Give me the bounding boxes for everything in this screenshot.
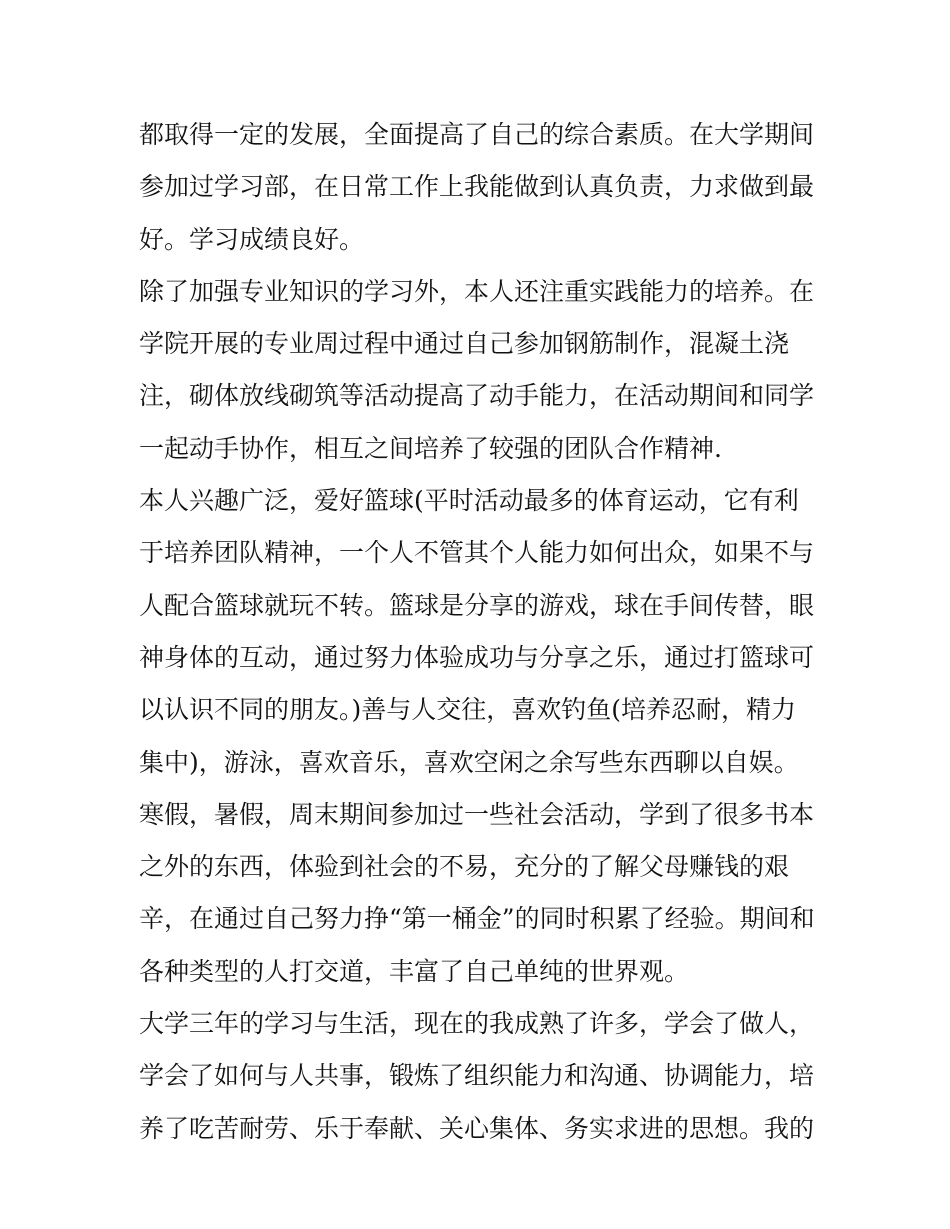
text-line: 人配合篮球就玩不转。篮球是分享的游戏，球在手间传替，眼 [139,590,815,620]
text-line: 于培养团队精神，一个人不管其个人能力如何出众，如果不与 [139,538,815,568]
text-line: 神身体的互动，通过努力体验成功与分享之乐，通过打篮球可 [139,642,815,672]
text-line: 都取得一定的发展，全面提高了自己的综合素质。在大学期间 [139,120,815,149]
text-line: 大学三年的学习与生活，现在的我成熟了许多，学会了做人， [139,1009,815,1039]
text-line: 辛，在通过自己努力挣“第一桶金”的同时积累了经验。期间和 [139,904,815,934]
text-line: 学院开展的专业周过程中通过自己参加钢筋制作，混凝土浇 [139,329,790,359]
text-line: 学会了如何与人共事，锻炼了组织能力和沟通、协调能力，培 [139,1061,815,1091]
text-line: 以认识不同的朋友。)善与人交往，喜欢钓鱼(培养忍耐，精力 [139,695,797,725]
text-line: 本人兴趣广泛，爱好篮球(平时活动最多的体育运动，它有利 [139,486,799,516]
text-line: 养了吃苦耐劳、乐于奉献、关心集体、务实求进的思想。我的 [139,1113,815,1143]
text-line: 除了加强专业知识的学习外，本人还注重实践能力的培养。在 [139,276,815,306]
text-line: 注，砌体放线砌筑等活动提高了动手能力，在活动期间和同学 [139,381,815,411]
text-line: 之外的东西，体验到社会的不易，充分的了解父母赚钱的艰 [139,852,790,882]
text-line: 各种类型的人打交道，丰富了自己单纯的世界观。 [139,956,690,986]
text-line: 参加过学习部，在日常工作上我能做到认真负责，力求做到最 [139,172,815,202]
text-line: 寒假，暑假，周末期间参加过一些社会活动，学到了很多书本 [139,799,815,829]
text-line: 集中)，游泳，喜欢音乐，喜欢空闲之余写些东西聊以自娱。 [139,747,799,777]
text-line: 一起动手协作，相互之间培养了较强的团队合作精神. [139,433,722,463]
document-body [139,109,819,1155]
text-line: 好。学习成绩良好。 [139,224,365,254]
